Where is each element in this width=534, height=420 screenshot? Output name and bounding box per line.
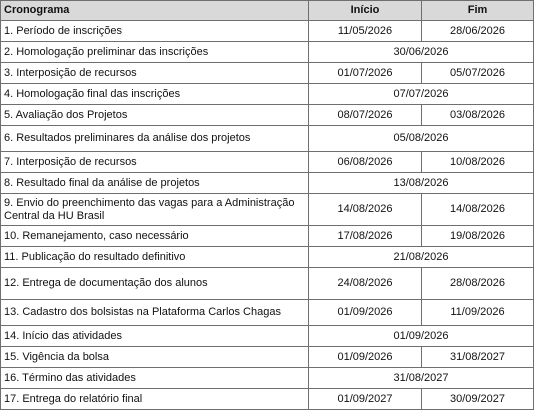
single-date-cell: 01/09/2026	[309, 326, 534, 347]
activity-cell: 2. Homologação preliminar das inscrições	[1, 42, 309, 63]
activity-cell: 12. Entrega de documentação dos alunos	[1, 268, 309, 300]
end-date-cell: 05/07/2026	[422, 63, 534, 84]
header-start: Início	[309, 1, 422, 21]
table-row	[1, 21, 534, 42]
table-row	[1, 247, 534, 268]
table-row	[1, 268, 534, 300]
start-date-cell: 11/05/2026	[309, 21, 422, 42]
start-date-cell: 01/09/2027	[309, 389, 422, 410]
end-date-cell: 28/06/2026	[422, 21, 534, 42]
activity-cell: 9. Envio do preenchimento das vagas para a Administração Central da HU Brasil	[1, 194, 309, 226]
start-date-cell: 08/07/2026	[309, 105, 422, 126]
table-row	[1, 326, 534, 347]
single-date-cell: 13/08/2026	[309, 173, 534, 194]
activity-cell: 11. Publicação do resultado definitivo	[1, 247, 309, 268]
table-row	[1, 194, 534, 226]
table-row	[1, 300, 534, 326]
activity-cell: 1. Período de inscrições	[1, 21, 309, 42]
start-date-cell: 17/08/2026	[309, 226, 422, 247]
end-date-cell: 28/08/2026	[422, 268, 534, 300]
activity-cell: 15. Vigência da bolsa	[1, 347, 309, 368]
table-row	[1, 173, 534, 194]
single-date-cell: 30/06/2026	[309, 42, 534, 63]
start-date-cell: 06/08/2026	[309, 152, 422, 173]
end-date-cell: 14/08/2026	[422, 194, 534, 226]
start-date-cell: 01/09/2026	[309, 300, 422, 326]
table-row	[1, 42, 534, 63]
activity-cell: 8. Resultado final da análise de projetos	[1, 173, 309, 194]
schedule-table-body	[1, 21, 534, 410]
end-date-cell: 11/09/2026	[422, 300, 534, 326]
single-date-cell: 31/08/2027	[309, 368, 534, 389]
activity-cell: 16. Término das atividades	[1, 368, 309, 389]
table-row	[1, 105, 534, 126]
activity-cell: 10. Remanejamento, caso necessário	[1, 226, 309, 247]
table-row	[1, 226, 534, 247]
activity-cell: 5. Avaliação dos Projetos	[1, 105, 309, 126]
table-row	[1, 126, 534, 152]
end-date-cell: 30/09/2027	[422, 389, 534, 410]
activity-cell: 4. Homologação final das inscrições	[1, 84, 309, 105]
end-date-cell: 03/08/2026	[422, 105, 534, 126]
start-date-cell: 24/08/2026	[309, 268, 422, 300]
header-activity: Cronograma	[1, 1, 309, 21]
start-date-cell: 01/07/2026	[309, 63, 422, 84]
end-date-cell: 10/08/2026	[422, 152, 534, 173]
activity-cell: 17. Entrega do relatório final	[1, 389, 309, 410]
single-date-cell: 05/08/2026	[309, 126, 534, 152]
activity-cell: 7. Interposição de recursos	[1, 152, 309, 173]
table-row	[1, 347, 534, 368]
activity-cell: 14. Início das atividades	[1, 326, 309, 347]
table-row	[1, 152, 534, 173]
schedule-table-header	[1, 1, 534, 21]
end-date-cell: 31/08/2027	[422, 347, 534, 368]
table-row	[1, 84, 534, 105]
table-row	[1, 368, 534, 389]
start-date-cell: 01/09/2026	[309, 347, 422, 368]
end-date-cell: 19/08/2026	[422, 226, 534, 247]
header-row	[1, 1, 534, 21]
header-end: Fim	[422, 1, 534, 21]
start-date-cell: 14/08/2026	[309, 194, 422, 226]
activity-cell: 6. Resultados preliminares da análise dos projetos	[1, 126, 309, 152]
single-date-cell: 21/08/2026	[309, 247, 534, 268]
single-date-cell: 07/07/2026	[309, 84, 534, 105]
table-row	[1, 63, 534, 84]
activity-cell: 13. Cadastro dos bolsistas na Plataforma Carlos Chagas	[1, 300, 309, 326]
activity-cell: 3. Interposição de recursos	[1, 63, 309, 84]
table-row	[1, 389, 534, 410]
